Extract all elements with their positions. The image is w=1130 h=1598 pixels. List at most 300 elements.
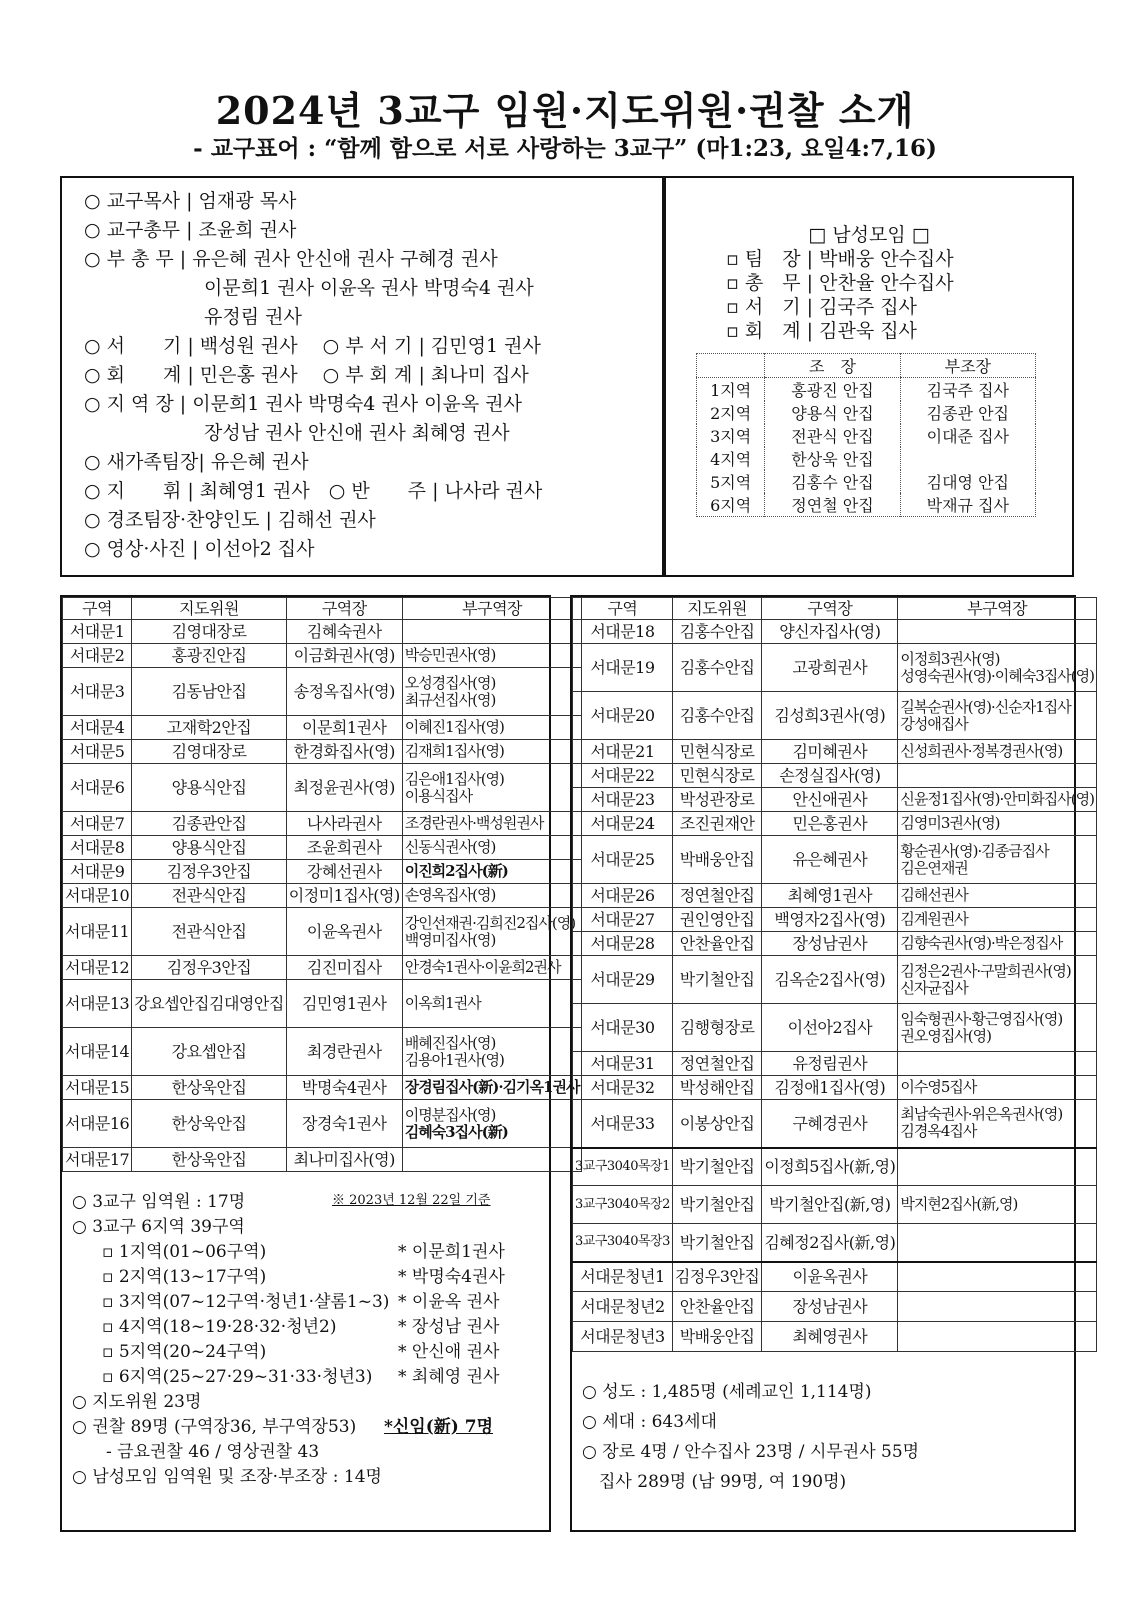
sub-leader-cell-line: 신동식권사(영) bbox=[404, 838, 496, 856]
leader-cell: 양용식 안집 bbox=[765, 401, 900, 424]
leader-cell: 박기철안집(新,영) bbox=[762, 1186, 898, 1224]
district-cell-line: 목장1 bbox=[637, 1158, 670, 1174]
district-cell: 서대문26 bbox=[573, 884, 673, 908]
youth-row bbox=[573, 1224, 1097, 1262]
leader-cell: 전관식 안집 bbox=[765, 424, 900, 447]
leader-cell: 최경란권사 bbox=[286, 1028, 402, 1076]
sub-leader-cell-line: 김혜숙3집사(新) bbox=[404, 1122, 508, 1141]
leader-row bbox=[697, 447, 1036, 470]
sub-leader-cell bbox=[402, 740, 582, 764]
table-header-row bbox=[573, 598, 1097, 620]
advisor-cell-line: 김종관안집 bbox=[171, 814, 247, 833]
executive-line: ○ 교구총무 | 조윤희 권사 bbox=[84, 219, 297, 241]
column-header: 구역장 bbox=[286, 598, 402, 620]
district-cell: 서대문1 bbox=[63, 620, 132, 644]
sub-leader-cell bbox=[898, 1076, 1097, 1100]
sub-leader-cell bbox=[402, 1076, 582, 1100]
district-cell: 서대문24 bbox=[573, 812, 673, 836]
column-header: 구역 bbox=[63, 598, 132, 620]
advisor-cell-line: 강요셉안집 bbox=[134, 994, 210, 1013]
table-row bbox=[63, 956, 582, 980]
sub-leader-cell-line: 신성희권사·정복경권사(영) bbox=[900, 742, 1063, 760]
sub-leader-cell bbox=[402, 884, 582, 908]
advisor-cell bbox=[132, 860, 287, 884]
table-row bbox=[573, 740, 1097, 764]
district-cell: 서대문11 bbox=[63, 908, 132, 956]
executive-line: ○ 서 기 | 백성원 권사 ○ 부 서 기 | 김민영1 권사 bbox=[84, 335, 541, 357]
right-district-panel bbox=[570, 595, 1094, 1532]
district-cell: 서대문13 bbox=[63, 980, 132, 1028]
mens-group-member: ▫ 팀 장 | 박배웅 안수집사 bbox=[726, 248, 954, 270]
advisor-cell: 박배웅안집 bbox=[672, 1322, 761, 1352]
leader-cell: 송정옥집사(영) bbox=[286, 668, 402, 716]
advisor-cell: 박기철안집 bbox=[672, 1148, 761, 1186]
district-cell: 서대문10 bbox=[63, 884, 132, 908]
young-adult-row bbox=[573, 1262, 1097, 1292]
sub-leader-cell-line: 김해선권사 bbox=[900, 886, 968, 904]
table-row bbox=[63, 716, 582, 740]
district-cell: 서대문청년1 bbox=[573, 1262, 673, 1292]
district-cell bbox=[573, 1186, 673, 1224]
sub-leader-cell bbox=[402, 836, 582, 860]
table-row bbox=[573, 932, 1097, 956]
advisor-cell bbox=[132, 980, 287, 1028]
sub-leader-cell-line: 이용식집사 bbox=[404, 786, 473, 805]
advisor-cell-line: 김홍수안집 bbox=[679, 622, 755, 641]
sub-leader-cell-line: 조경란권사·백성원권사 bbox=[404, 814, 544, 832]
leader-cell: 안신애권사 bbox=[762, 788, 898, 812]
leader-cell: 김대영 안집 bbox=[900, 470, 1035, 493]
district-cell: 서대문23 bbox=[573, 788, 673, 812]
sub-leader-cell bbox=[402, 860, 582, 884]
advisor-cell-line: 한상욱안집 bbox=[171, 1114, 247, 1133]
district-cell: 서대문청년3 bbox=[573, 1322, 673, 1352]
sub-leader-cell bbox=[898, 1322, 1097, 1352]
leader-cell: 김민영1권사 bbox=[286, 980, 402, 1028]
table-row bbox=[63, 1028, 582, 1076]
column-header: 구역 bbox=[573, 598, 673, 620]
sub-leader-cell bbox=[402, 812, 582, 836]
district-cell: 서대문14 bbox=[63, 1028, 132, 1076]
sub-leader-cell-line: 안경숙1권사·이윤희2권사 bbox=[404, 958, 561, 976]
sub-leader-cell-line: 권오영집사(영) bbox=[900, 1026, 991, 1045]
table-row bbox=[573, 836, 1097, 884]
page-subtitle: - 교구표어 : “함께 함으로 서로 사랑하는 3교구” (마1:23, 요일4:7,16) bbox=[193, 135, 937, 162]
advisor-cell-line: 김홍수안집 bbox=[679, 706, 755, 725]
sub-leader-cell bbox=[898, 884, 1097, 908]
leader-cell: 김종관 안집 bbox=[900, 401, 1035, 424]
stat-date-note: ※ 2023년 12월 22일 기준 bbox=[332, 1193, 491, 1208]
leader-cell: 김옥순2집사(영) bbox=[762, 956, 898, 1004]
advisor-cell bbox=[672, 836, 761, 884]
region-item: ▫ 5지역(20~24구역) bbox=[102, 1342, 267, 1362]
advisor-cell-line: 김행형장로 bbox=[679, 1018, 755, 1037]
table-row bbox=[63, 1148, 582, 1172]
table-row bbox=[573, 788, 1097, 812]
advisor-cell-line: 이봉상안집 bbox=[679, 1113, 755, 1133]
advisor-cell: 박기철안집 bbox=[672, 1186, 761, 1224]
executive-line: ○ 영상·사진 | 이선아2 집사 bbox=[84, 538, 315, 560]
sub-leader-cell-line: 이진희2집사(新) bbox=[404, 862, 508, 880]
leader-cell: 장성남권사 bbox=[762, 1292, 898, 1322]
leader-cell: 조윤희권사 bbox=[286, 836, 402, 860]
sub-leader-cell bbox=[898, 788, 1097, 812]
advisor-cell bbox=[672, 1004, 761, 1052]
leader-cell: 1지역 bbox=[710, 381, 752, 400]
leader-cell: 이대준 집사 bbox=[900, 424, 1035, 447]
leader-cell: 정연철 안집 bbox=[765, 493, 900, 517]
table-row bbox=[63, 644, 582, 668]
advisor-cell: 김정우3안집 bbox=[672, 1262, 761, 1292]
district-cell-line: 3교구3040 bbox=[575, 1196, 638, 1212]
sub-leader-cell-line: 백영미집사(영) bbox=[404, 930, 496, 949]
stat-mens: ○ 남성모임 임역원 및 조장·부조장 : 14명 bbox=[72, 1467, 382, 1487]
sub-leader-cell-line: 황순권사(영)·김종금집사 bbox=[900, 841, 1049, 860]
leader-cell: 이윤옥권사 bbox=[286, 908, 402, 956]
district-cell: 서대문19 bbox=[573, 644, 673, 692]
region-item: ▫ 4지역(18~19·28·32·청년2) bbox=[102, 1317, 337, 1337]
district-cell: 서대문12 bbox=[63, 956, 132, 980]
sub-leader-cell bbox=[898, 932, 1097, 956]
sub-leader-cell bbox=[402, 956, 582, 980]
district-cell: 서대문32 bbox=[573, 1076, 673, 1100]
sub-leader-cell-line: 김영미3권사(영) bbox=[900, 814, 1000, 832]
column-header: 지도위원 bbox=[672, 598, 761, 620]
advisor-cell-line: 김홍수안집 bbox=[679, 658, 755, 677]
advisor-cell bbox=[672, 764, 761, 788]
district-cell: 서대문4 bbox=[63, 716, 132, 740]
district-cell: 서대문16 bbox=[63, 1100, 132, 1148]
youth-row bbox=[573, 1148, 1097, 1186]
right-district-table bbox=[572, 597, 1097, 1352]
advisor-cell bbox=[672, 788, 761, 812]
advisor-cell-line: 민현식장로 bbox=[679, 766, 755, 785]
executive-line: 이문희1 권사 이윤옥 권사 박명숙4 권사 bbox=[84, 277, 534, 299]
sub-leader-cell-line: 신윤정1집사(영)·안미화집사(영) bbox=[900, 790, 1094, 808]
district-cell: 서대문3 bbox=[63, 668, 132, 716]
table-row bbox=[63, 836, 582, 860]
sub-leader-cell-line: 이명분집사(영) bbox=[404, 1105, 496, 1124]
advisor-cell bbox=[132, 764, 287, 812]
leader-cell: 유은혜권사 bbox=[762, 836, 898, 884]
advisor-cell bbox=[132, 644, 287, 668]
region-item: ▫ 1지역(01~06구역) bbox=[102, 1242, 267, 1262]
leader-cell: 최정윤권사(영) bbox=[286, 764, 402, 812]
leader-cell: 이선아2집사 bbox=[762, 1004, 898, 1052]
region-head: * 최혜영 권사 bbox=[398, 1367, 500, 1387]
sub-leader-cell bbox=[898, 620, 1097, 644]
leader-cell: 김미혜권사 bbox=[762, 740, 898, 764]
table-row bbox=[63, 764, 582, 812]
region-item: ▫ 2지역(13~17구역) bbox=[102, 1267, 267, 1287]
column-header: 부구역장 bbox=[402, 598, 582, 620]
mens-group-leader-table bbox=[696, 353, 1036, 517]
leader-cell: 김국주 집사 bbox=[900, 378, 1035, 402]
leader-row bbox=[697, 470, 1036, 493]
sub-leader-cell-line: 이혜진1집사(영) bbox=[404, 718, 504, 736]
sub-leader-cell-line: 박승민권사(영) bbox=[404, 646, 496, 664]
leader-cell: 민은홍권사 bbox=[762, 812, 898, 836]
leader-cell: 김정애1집사(영) bbox=[762, 1076, 898, 1100]
leader-cell: 구혜경권사 bbox=[762, 1100, 898, 1148]
advisor-cell-line: 김정우3안집 bbox=[166, 958, 252, 977]
leader-cell bbox=[900, 447, 1035, 470]
region-head: * 장성남 권사 bbox=[398, 1317, 500, 1337]
sub-leader-cell-line: 김은애1집사(영) bbox=[404, 769, 504, 788]
column-header: 구역장 bbox=[762, 598, 898, 620]
sub-leader-cell bbox=[898, 764, 1097, 788]
stat-congregation: ○ 세대 : 643세대 bbox=[582, 1412, 717, 1432]
sub-leader-cell-line: 김재희1집사(영) bbox=[404, 742, 504, 760]
table-row bbox=[63, 1100, 582, 1148]
advisor-cell bbox=[132, 668, 287, 716]
sub-leader-cell bbox=[898, 956, 1097, 1004]
district-cell: 서대문25 bbox=[573, 836, 673, 884]
sub-leader-cell-line: 김향숙권사(영)·박은정집사 bbox=[900, 934, 1063, 952]
advisor-cell-line: 김영대장로 bbox=[171, 742, 247, 761]
mens-group-panel bbox=[664, 176, 1074, 577]
district-cell-line: 3교구3040 bbox=[575, 1234, 638, 1250]
region-item: ▫ 3지역(07~12구역·청년1·샬롬1~3) bbox=[102, 1292, 390, 1312]
stat-congregation: ○ 성도 : 1,485명 (세례교인 1,114명) bbox=[582, 1382, 872, 1402]
leader-cell: 양신자집사(영) bbox=[762, 620, 898, 644]
sub-leader-cell-line: 신자균집사 bbox=[900, 978, 968, 997]
stat-regions: ○ 3교구 6지역 39구역 bbox=[72, 1217, 245, 1237]
leader-cell: 강혜선권사 bbox=[286, 860, 402, 884]
advisor-cell-line: 한상욱안집 bbox=[171, 1078, 247, 1097]
sub-leader-cell-line: 장경림집사(新)·김기옥1권사 bbox=[404, 1078, 580, 1096]
table-row bbox=[63, 908, 582, 956]
left-district-panel bbox=[60, 595, 580, 1532]
leader-cell: 이윤옥권사 bbox=[762, 1262, 898, 1292]
advisor-cell-line: 강요셉안집 bbox=[171, 1042, 247, 1061]
table-row bbox=[573, 956, 1097, 1004]
sub-leader-cell bbox=[402, 1148, 582, 1172]
sub-leader-cell bbox=[402, 716, 582, 740]
sub-leader-cell: 박지현2집사(新,영) bbox=[898, 1186, 1097, 1224]
sub-leader-cell-line: 김은연재권 bbox=[900, 858, 968, 877]
sub-leader-cell-line: 이옥희1권사 bbox=[404, 994, 481, 1012]
district-cell: 서대문8 bbox=[63, 836, 132, 860]
advisor-cell bbox=[132, 740, 287, 764]
sub-leader-cell-line: 이정희3권사(영) bbox=[900, 649, 1000, 668]
sub-leader-cell bbox=[898, 1004, 1097, 1052]
leader-cell: 한상욱 안집 bbox=[765, 447, 900, 470]
leader-row bbox=[697, 401, 1036, 424]
leader-cell: 한경화집사(영) bbox=[286, 740, 402, 764]
advisor-cell-line: 정연철안집 bbox=[679, 886, 755, 905]
leader-cell: 이정미1집사(영) bbox=[286, 884, 402, 908]
sub-leader-cell-line: 김용아1권사(영) bbox=[404, 1050, 504, 1069]
sub-leader-cell-line: 김경옥4집사 bbox=[900, 1122, 977, 1141]
district-cell: 서대문20 bbox=[573, 692, 673, 740]
advisor-cell-line: 안찬율안집 bbox=[679, 934, 755, 953]
district-cell: 서대문6 bbox=[63, 764, 132, 812]
table-row bbox=[573, 644, 1097, 692]
advisor-cell-line: 김영대장로 bbox=[171, 622, 247, 641]
table-row bbox=[63, 740, 582, 764]
leader-header: 부조장 bbox=[900, 354, 1035, 378]
advisor-cell bbox=[132, 812, 287, 836]
leader-cell: 장경숙1권사 bbox=[286, 1100, 402, 1148]
sub-leader-cell bbox=[402, 620, 582, 644]
district-cell: 서대문29 bbox=[573, 956, 673, 1004]
sub-leader-cell-line: 강성애집사 bbox=[900, 714, 968, 733]
mens-group-member: ▫ 회 계 | 김관욱 집사 bbox=[726, 320, 917, 342]
advisor-cell bbox=[132, 1100, 287, 1148]
district-cell: 서대문33 bbox=[573, 1100, 673, 1148]
table-row bbox=[573, 1004, 1097, 1052]
district-cell-line: 목장2 bbox=[637, 1196, 670, 1212]
table-row bbox=[573, 812, 1097, 836]
stat-congregation: ○ 장로 4명 / 안수집사 23명 / 시무권사 55명 bbox=[582, 1442, 920, 1462]
district-cell: 서대문7 bbox=[63, 812, 132, 836]
district-cell: 서대문17 bbox=[63, 1148, 132, 1172]
table-row bbox=[573, 764, 1097, 788]
sub-leader-cell-line: 오성경집사(영) bbox=[404, 673, 496, 692]
advisor-cell-line: 김대영안집 bbox=[209, 994, 284, 1013]
district-cell: 서대문15 bbox=[63, 1076, 132, 1100]
advisor-cell-line: 고재학2안집 bbox=[166, 718, 252, 737]
leader-row bbox=[697, 493, 1036, 517]
district-cell: 서대문30 bbox=[573, 1004, 673, 1052]
advisor-cell-line: 민현식장로 bbox=[679, 742, 755, 761]
advisor-cell-line: 박성관장로 bbox=[679, 790, 755, 809]
sub-leader-cell-line: 임숙형권사·황근영집사(영) bbox=[900, 1009, 1063, 1028]
region-item: ▫ 6지역(25~27·29~31·33·청년3) bbox=[102, 1367, 373, 1387]
district-cell: 서대문청년2 bbox=[573, 1292, 673, 1322]
advisor-cell bbox=[672, 1052, 761, 1076]
leader-cell: 최혜영권사 bbox=[762, 1322, 898, 1352]
sub-leader-cell-line: 배혜진집사(영) bbox=[404, 1033, 496, 1052]
leader-row bbox=[697, 424, 1036, 447]
sub-leader-cell bbox=[898, 1148, 1097, 1186]
advisor-cell bbox=[672, 740, 761, 764]
advisor-cell bbox=[672, 1100, 761, 1148]
sub-leader-cell-line: 강인선재권·김희진2집사(영) bbox=[404, 913, 576, 932]
leader-cell: 최혜영1권사 bbox=[762, 884, 898, 908]
column-header: 부구역장 bbox=[898, 598, 1097, 620]
advisor-cell-line: 전관식안집 bbox=[171, 922, 247, 941]
advisor-cell-line: 한상욱안집 bbox=[171, 1150, 247, 1169]
sub-leader-cell bbox=[898, 836, 1097, 884]
table-row bbox=[63, 620, 582, 644]
stat-new-note: *신임(新) 7명 bbox=[384, 1417, 493, 1437]
youth-row bbox=[573, 1186, 1097, 1224]
sub-leader-cell bbox=[402, 980, 582, 1028]
leader-cell: 장성남권사 bbox=[762, 932, 898, 956]
executive-line: ○ 경조팀장·찬양인도 | 김해선 권사 bbox=[84, 509, 376, 531]
table-row bbox=[573, 1076, 1097, 1100]
district-cell: 서대문22 bbox=[573, 764, 673, 788]
leader-cell: 박명숙4권사 bbox=[286, 1076, 402, 1100]
leader-cell: 김혜정2집사(新,영) bbox=[762, 1224, 898, 1262]
table-row bbox=[573, 620, 1097, 644]
district-cell-line: 3교구3040 bbox=[575, 1158, 638, 1174]
table-row bbox=[573, 884, 1097, 908]
advisor-cell bbox=[672, 932, 761, 956]
stat-members: ○ 3교구 임역원 : 17명 bbox=[72, 1192, 246, 1212]
leader-cell: 6지역 bbox=[710, 496, 752, 515]
advisor-cell bbox=[672, 884, 761, 908]
young-adult-row bbox=[573, 1322, 1097, 1352]
sub-leader-cell-line: 이수영5집사 bbox=[900, 1078, 977, 1096]
leader-cell: 4지역 bbox=[710, 450, 752, 469]
sub-leader-cell-line: 김정은2권사·구말희권사(영) bbox=[900, 961, 1071, 980]
leader-cell: 김홍수 안집 bbox=[765, 470, 900, 493]
advisor-cell-line: 김동남안집 bbox=[171, 682, 247, 701]
sub-leader-cell bbox=[402, 764, 582, 812]
district-cell: 서대문2 bbox=[63, 644, 132, 668]
advisor-cell bbox=[132, 1028, 287, 1076]
advisor-cell bbox=[132, 620, 287, 644]
executives-panel bbox=[60, 176, 664, 577]
leader-cell: 유정림권사 bbox=[762, 1052, 898, 1076]
leader-cell: 김진미집사 bbox=[286, 956, 402, 980]
leader-cell: 고광희권사 bbox=[762, 644, 898, 692]
advisor-cell-line: 전관식안집 bbox=[171, 886, 247, 905]
sub-leader-cell-line: 길복순권사(영)·신순자1집사 bbox=[900, 697, 1071, 716]
sub-leader-cell bbox=[898, 1052, 1097, 1076]
mens-group-member: ▫ 총 무 | 안찬율 안수집사 bbox=[726, 272, 954, 294]
advisor-cell-line: 박배웅안집 bbox=[679, 850, 755, 869]
executive-line: ○ 부 총 무 | 유은혜 권사 안신애 권사 구혜경 권사 bbox=[84, 248, 498, 270]
table-row bbox=[63, 980, 582, 1028]
advisor-cell bbox=[132, 908, 287, 956]
leader-header bbox=[697, 354, 765, 378]
sub-leader-cell bbox=[898, 644, 1097, 692]
table-row bbox=[63, 860, 582, 884]
sub-leader-cell bbox=[898, 740, 1097, 764]
advisor-cell-line: 박기철안집 bbox=[679, 970, 755, 989]
region-head: * 이문희1권사 bbox=[398, 1242, 505, 1262]
leader-cell: 3지역 bbox=[710, 427, 752, 446]
sub-leader-cell-line: 최남숙권사·위은옥권사(영) bbox=[900, 1105, 1063, 1124]
advisor-cell-line: 양용식안집 bbox=[171, 778, 247, 797]
column-header: 지도위원 bbox=[132, 598, 287, 620]
sub-leader-cell bbox=[898, 908, 1097, 932]
sub-leader-cell bbox=[898, 1224, 1097, 1262]
executive-line: 유정림 권사 bbox=[84, 306, 302, 328]
executive-line: 장성남 권사 안신애 권사 최혜영 권사 bbox=[84, 422, 510, 444]
leader-header: 조 장 bbox=[765, 354, 900, 378]
advisor-cell bbox=[132, 884, 287, 908]
mens-group-title: □ 남성모임 □ bbox=[808, 224, 930, 246]
advisor-cell-line: 조진권재안 bbox=[679, 814, 755, 833]
sub-leader-cell bbox=[898, 1292, 1097, 1322]
mens-group-member: ▫ 서 기 | 김국주 집사 bbox=[726, 296, 917, 318]
sub-leader-cell-line: 손영옥집사(영) bbox=[404, 886, 496, 904]
district-cell: 서대문28 bbox=[573, 932, 673, 956]
leader-cell: 박재규 집사 bbox=[900, 493, 1035, 517]
advisor-cell bbox=[132, 716, 287, 740]
leader-cell: 손정실집사(영) bbox=[762, 764, 898, 788]
advisor-cell: 박기철안집 bbox=[672, 1224, 761, 1262]
executive-line: ○ 회 계 | 민은홍 권사 ○ 부 회 계 | 최나미 집사 bbox=[84, 364, 529, 386]
advisor-cell bbox=[132, 1148, 287, 1172]
leader-cell: 나사라권사 bbox=[286, 812, 402, 836]
young-adult-row bbox=[573, 1292, 1097, 1322]
sub-leader-cell-line: 최규선집사(영) bbox=[404, 690, 496, 709]
district-cell bbox=[573, 1224, 673, 1262]
sub-leader-cell bbox=[402, 644, 582, 668]
executive-line: ○ 교구목사 | 엄재광 목사 bbox=[84, 190, 297, 212]
advisor-cell-line: 정연철안집 bbox=[679, 1054, 755, 1073]
advisor-cell bbox=[672, 956, 761, 1004]
leader-cell: 이문희1권사 bbox=[286, 716, 402, 740]
region-head: * 박명숙4권사 bbox=[398, 1267, 505, 1287]
executive-line: ○ 지 역 장 | 이문희1 권사 박명숙4 권사 이윤옥 권사 bbox=[84, 393, 522, 415]
